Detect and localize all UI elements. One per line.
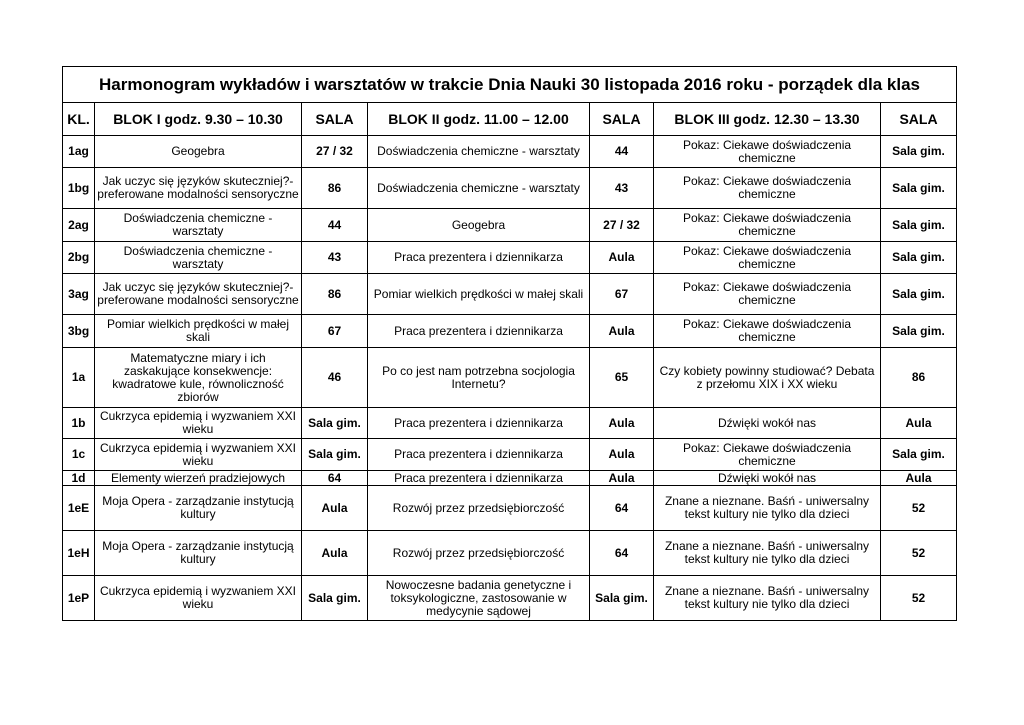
block-1-cell: Geogebra: [95, 136, 302, 168]
room-3-cell: Sala gim.: [881, 315, 957, 348]
block-3-cell: Pokaz: Ciekawe doświadczenia chemiczne: [654, 209, 881, 242]
schedule-sheet: [62, 66, 956, 621]
room-2-cell: 43: [590, 168, 654, 209]
room-2-cell: 27 / 32: [590, 209, 654, 242]
table-row: [63, 531, 957, 576]
room-2-cell: 67: [590, 274, 654, 315]
class-cell: 1a: [63, 348, 95, 408]
table-row: [63, 408, 957, 439]
room-3-cell: Sala gim.: [881, 439, 957, 471]
class-cell: 3bg: [63, 315, 95, 348]
room-3-cell: Aula: [881, 408, 957, 439]
class-cell: 1ag: [63, 136, 95, 168]
table-row: [63, 242, 957, 274]
room-2-cell: 44: [590, 136, 654, 168]
block-1-cell: Elementy wierzeń pradziejowych: [95, 471, 302, 486]
block-2-cell: Nowoczesne badania genetyczne i toksykologiczne, zastosowanie w medycynie sądowej: [368, 576, 590, 621]
block-3-cell: Pokaz: Ciekawe doświadczenia chemiczne: [654, 315, 881, 348]
room-2-cell: 64: [590, 531, 654, 576]
table-row: [63, 315, 957, 348]
room-3-cell: 52: [881, 576, 957, 621]
page-title: Harmonogram wykładów i warsztatów w trakcie Dnia Nauki 30 listopada 2016 roku - porządek dla klas: [63, 67, 957, 103]
header-room-2: SALA: [590, 103, 654, 136]
room-2-cell: Aula: [590, 408, 654, 439]
class-cell: 1d: [63, 471, 95, 486]
block-1-cell: Cukrzyca epidemią i wyzwaniem XXI wieku: [95, 439, 302, 471]
room-1-cell: Aula: [302, 486, 368, 531]
block-2-cell: Rozwój przez przedsiębiorczość: [368, 486, 590, 531]
block-3-cell: Dźwięki wokół nas: [654, 408, 881, 439]
block-2-cell: Praca prezentera i dziennikarza: [368, 408, 590, 439]
room-1-cell: 67: [302, 315, 368, 348]
room-1-cell: Sala gim.: [302, 408, 368, 439]
schedule-table: [62, 66, 957, 621]
block-3-cell: Dźwięki wokół nas: [654, 471, 881, 486]
block-2-cell: Praca prezentera i dziennikarza: [368, 439, 590, 471]
class-cell: 3ag: [63, 274, 95, 315]
block-1-cell: Matematyczne miary i ich zaskakujące konsekwencje: kwadratowe kule, równoliczność zbiorów: [95, 348, 302, 408]
class-cell: 1bg: [63, 168, 95, 209]
room-2-cell: Aula: [590, 439, 654, 471]
block-1-cell: Moja Opera - zarządzanie instytucją kultury: [95, 531, 302, 576]
room-1-cell: 86: [302, 274, 368, 315]
block-1-cell: Jak uczyc się języków skuteczniej?- preferowane modalności sensoryczne: [95, 274, 302, 315]
block-2-cell: Doświadczenia chemiczne - warsztaty: [368, 168, 590, 209]
table-row: [63, 168, 957, 209]
room-2-cell: Aula: [590, 471, 654, 486]
room-3-cell: Sala gim.: [881, 168, 957, 209]
room-1-cell: 46: [302, 348, 368, 408]
block-2-cell: Rozwój przez przedsiębiorczość: [368, 531, 590, 576]
header-block-3: BLOK III godz. 12.30 – 13.30: [654, 103, 881, 136]
header-room-1: SALA: [302, 103, 368, 136]
block-1-cell: Moja Opera - zarządzanie instytucją kultury: [95, 486, 302, 531]
block-2-cell: Geogebra: [368, 209, 590, 242]
header-block-2: BLOK II godz. 11.00 – 12.00: [368, 103, 590, 136]
room-1-cell: Sala gim.: [302, 439, 368, 471]
table-row: [63, 486, 957, 531]
block-2-cell: Doświadczenia chemiczne - warsztaty: [368, 136, 590, 168]
block-3-cell: Pokaz: Ciekawe doświadczenia chemiczne: [654, 439, 881, 471]
room-2-cell: 65: [590, 348, 654, 408]
block-3-cell: Pokaz: Ciekawe doświadczenia chemiczne: [654, 242, 881, 274]
block-1-cell: Doświadczenia chemiczne - warsztaty: [95, 242, 302, 274]
room-1-cell: 43: [302, 242, 368, 274]
room-2-cell: 64: [590, 486, 654, 531]
room-2-cell: Aula: [590, 315, 654, 348]
room-1-cell: Sala gim.: [302, 576, 368, 621]
room-3-cell: 52: [881, 486, 957, 531]
table-row: [63, 348, 957, 408]
room-3-cell: Sala gim.: [881, 136, 957, 168]
room-1-cell: 64: [302, 471, 368, 486]
room-3-cell: Sala gim.: [881, 242, 957, 274]
block-1-cell: Cukrzyca epidemią i wyzwaniem XXI wieku: [95, 576, 302, 621]
table-row: [63, 209, 957, 242]
room-1-cell: 27 / 32: [302, 136, 368, 168]
block-2-cell: Pomiar wielkich prędkości w małej skali: [368, 274, 590, 315]
block-3-cell: Znane a nieznane. Baśń - uniwersalny tekst kultury nie tylko dla dzieci: [654, 531, 881, 576]
table-row: [63, 439, 957, 471]
table-row: [63, 576, 957, 621]
block-3-cell: Pokaz: Ciekawe doświadczenia chemiczne: [654, 168, 881, 209]
room-3-cell: Sala gim.: [881, 209, 957, 242]
block-1-cell: Jak uczyc się języków skuteczniej?- preferowane modalności sensoryczne: [95, 168, 302, 209]
block-1-cell: Doświadczenia chemiczne - warsztaty: [95, 209, 302, 242]
block-3-cell: Pokaz: Ciekawe doświadczenia chemiczne: [654, 274, 881, 315]
table-row: [63, 136, 957, 168]
block-3-cell: Znane a nieznane. Baśń - uniwersalny tekst kultury nie tylko dla dzieci: [654, 576, 881, 621]
block-2-cell: Praca prezentera i dziennikarza: [368, 315, 590, 348]
block-3-cell: Znane a nieznane. Baśń - uniwersalny tekst kultury nie tylko dla dzieci: [654, 486, 881, 531]
table-row: [63, 274, 957, 315]
room-1-cell: 44: [302, 209, 368, 242]
block-2-cell: Praca prezentera i dziennikarza: [368, 242, 590, 274]
class-cell: 1c: [63, 439, 95, 471]
header-class: KL.: [63, 103, 95, 136]
class-cell: 2ag: [63, 209, 95, 242]
room-2-cell: Aula: [590, 242, 654, 274]
header-block-1: BLOK I godz. 9.30 – 10.30: [95, 103, 302, 136]
block-3-cell: Czy kobiety powinny studiować? Debata z przełomu XIX i XX wieku: [654, 348, 881, 408]
header-room-3: SALA: [881, 103, 957, 136]
room-1-cell: Aula: [302, 531, 368, 576]
table-row: [63, 471, 957, 486]
room-2-cell: Sala gim.: [590, 576, 654, 621]
room-3-cell: Sala gim.: [881, 274, 957, 315]
block-1-cell: Pomiar wielkich prędkości w małej skali: [95, 315, 302, 348]
block-2-cell: Po co jest nam potrzebna socjologia Internetu?: [368, 348, 590, 408]
class-cell: 1eP: [63, 576, 95, 621]
block-1-cell: Cukrzyca epidemią i wyzwaniem XXI wieku: [95, 408, 302, 439]
class-cell: 1eH: [63, 531, 95, 576]
block-2-cell: Praca prezentera i dziennikarza: [368, 471, 590, 486]
class-cell: 2bg: [63, 242, 95, 274]
class-cell: 1eE: [63, 486, 95, 531]
room-1-cell: 86: [302, 168, 368, 209]
block-3-cell: Pokaz: Ciekawe doświadczenia chemiczne: [654, 136, 881, 168]
class-cell: 1b: [63, 408, 95, 439]
room-3-cell: Aula: [881, 471, 957, 486]
room-3-cell: 86: [881, 348, 957, 408]
room-3-cell: 52: [881, 531, 957, 576]
